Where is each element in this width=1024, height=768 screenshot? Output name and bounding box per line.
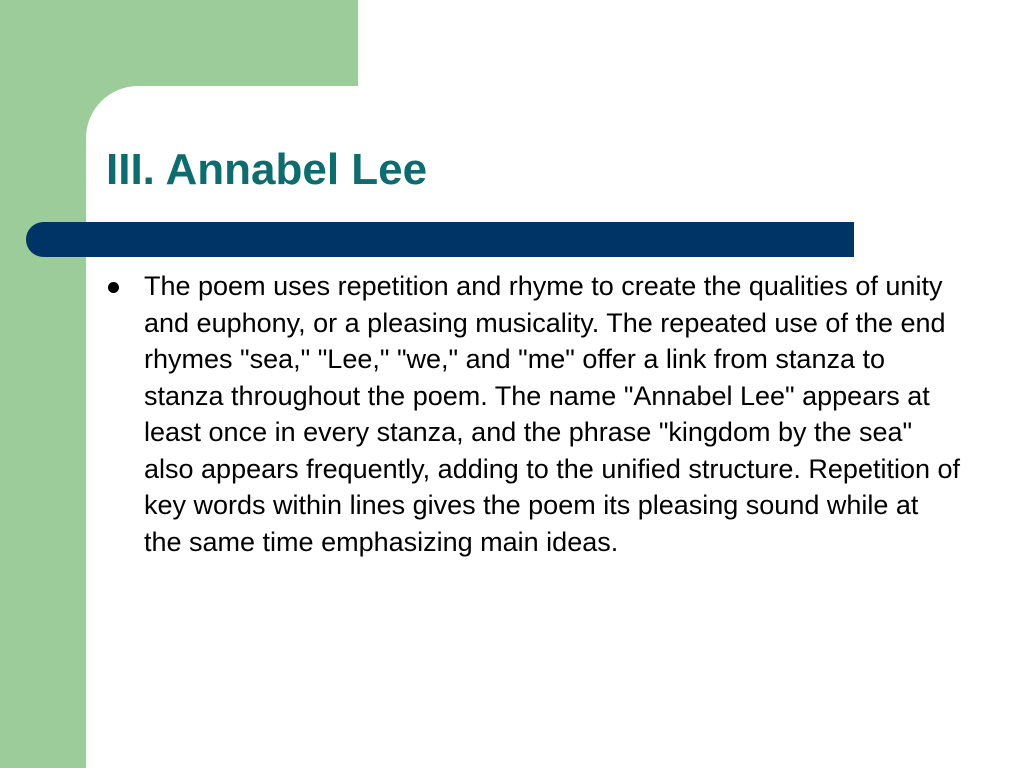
title-underline-bar	[26, 222, 854, 257]
slide-title: III. Annabel Lee	[106, 145, 428, 194]
bullet-dot-icon	[108, 282, 119, 293]
bullet-text: The poem uses repetition and rhyme to create the qualities of unity and euphony, or a pleasing musicality. The repeated use of the end rhymes "sea," "Lee," "we," and "me" offer a link from stanza to stanza throughout the poem. The name "Annabel Lee" appears at least once in every stanza, and the phrase "kingdom by the sea" also appears frequently, adding to the unified structure. Repetition of key words within lines gives the poem its pleasing sound while at the same time emphasizing main ideas.	[144, 271, 961, 557]
bullet-item	[106, 268, 976, 560]
bullet-list	[106, 268, 976, 560]
